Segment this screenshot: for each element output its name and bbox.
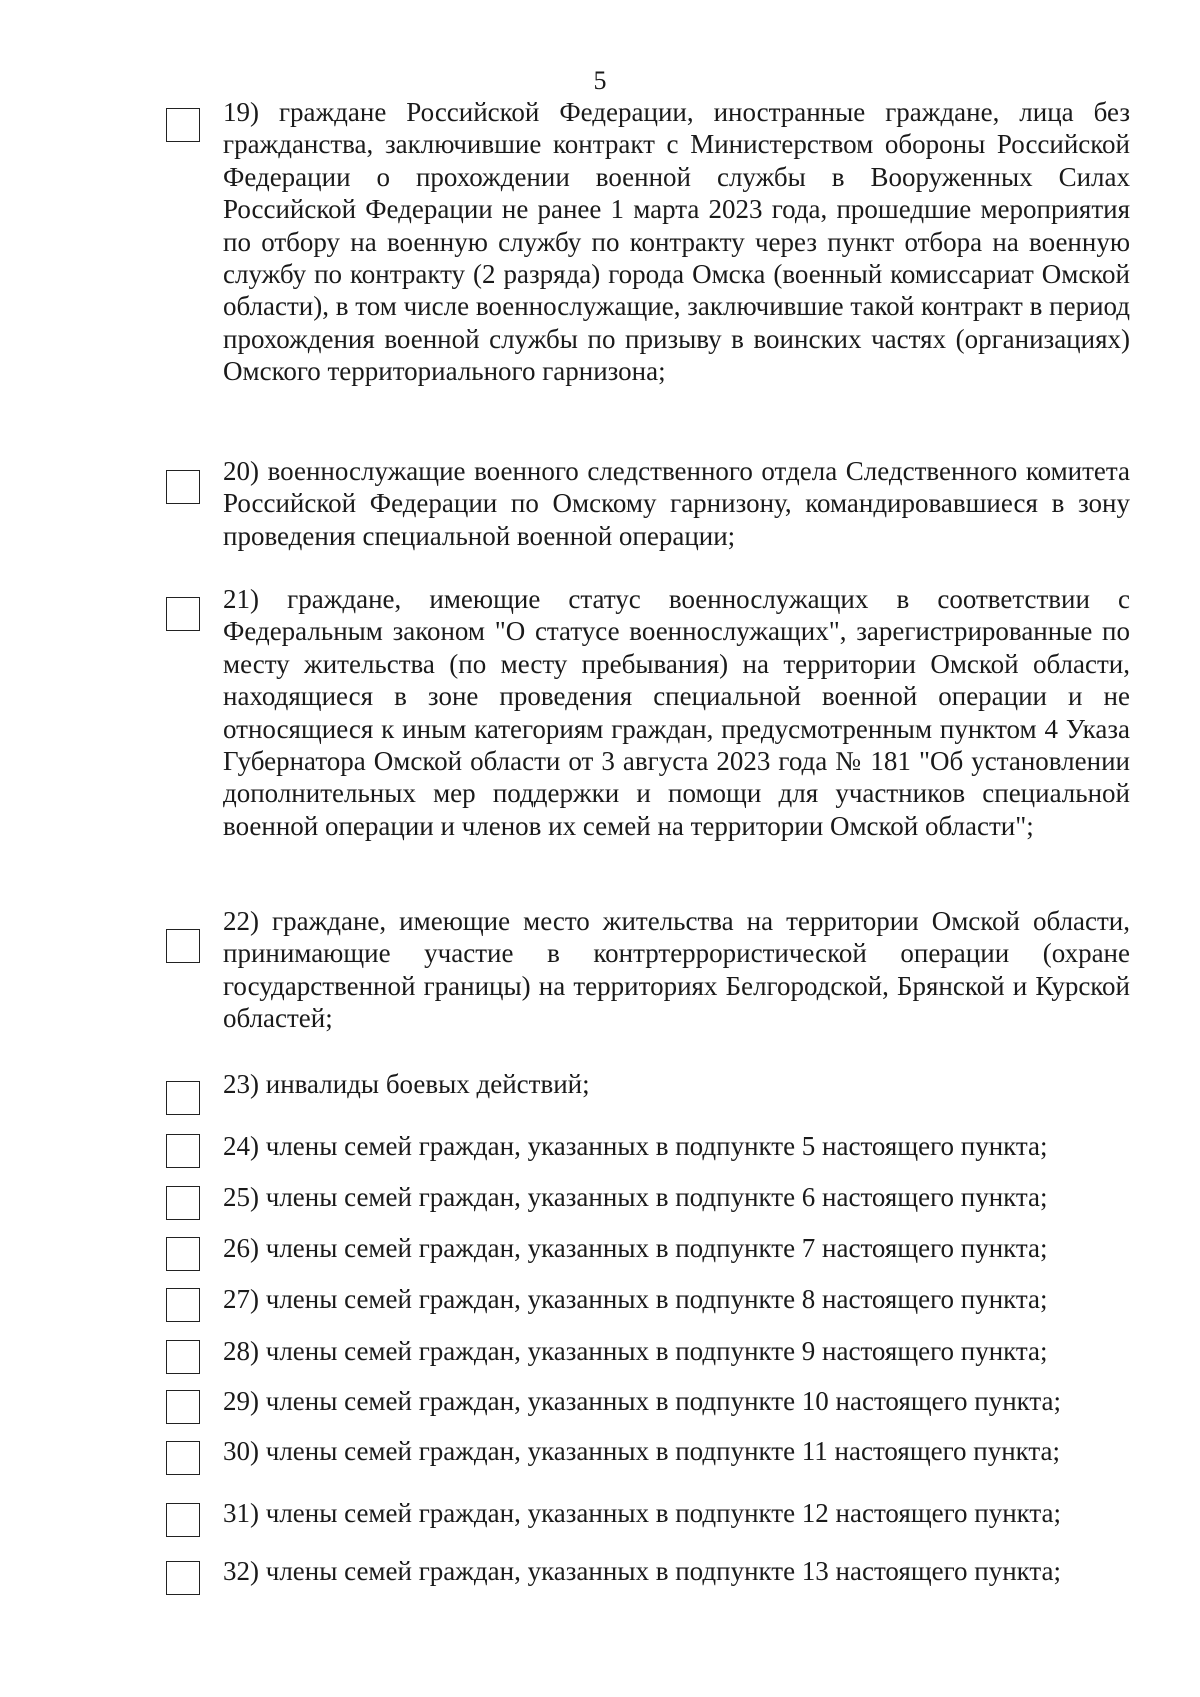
- item-number: 20): [223, 456, 259, 486]
- list-item-31: [223, 1497, 1130, 1529]
- item-number: 31): [223, 1498, 259, 1528]
- item-number: 25): [223, 1182, 259, 1212]
- item-text: члены семей граждан, указанных в подпункте 7 настоящего пункта;: [265, 1233, 1048, 1263]
- item-text: члены семей граждан, указанных в подпункте 6 настоящего пункта;: [265, 1182, 1048, 1212]
- list-item-30: [223, 1435, 1130, 1467]
- item-22-checkbox[interactable]: [166, 929, 200, 963]
- item-text: члены семей граждан, указанных в подпункте 13 настоящего пункта;: [265, 1556, 1062, 1586]
- item-text: члены семей граждан, указанных в подпункте 12 настоящего пункта;: [265, 1498, 1062, 1528]
- item-number: 27): [223, 1284, 259, 1314]
- item-text: члены семей граждан, указанных в подпункте 10 настоящего пункта;: [265, 1386, 1062, 1416]
- item-text: граждане Российской Федерации, иностранные граждане, лица без гражданства, заключившие контракт с Министерством обороны Российской Федерации о прохождении военной службы в Вооруженных Силах Российской Федерации не ранее 1 марта 2023 года, прошедшие мероприятия по отбору на военную службу по контракту через пункт отбора на военную службу по контракту (2 разряда) города Омска (военный комиссариат Омской области), в том числе военнослужащие, заключившие такой контракт в период прохождения военной службы по призыву в воинских частях (организациях) Омского территориального гарнизона;: [223, 97, 1130, 387]
- item-number: 23): [223, 1069, 259, 1099]
- list-item-27: [223, 1283, 1130, 1315]
- item-25-checkbox[interactable]: [166, 1186, 200, 1220]
- item-number: 19): [223, 97, 259, 127]
- item-32-checkbox[interactable]: [166, 1561, 200, 1595]
- item-number: 30): [223, 1436, 259, 1466]
- item-number: 26): [223, 1233, 259, 1263]
- item-number: 21): [223, 584, 259, 614]
- item-text: граждане, имеющие статус военнослужащих в соответствии с Федеральным законом "О статусе военнослужащих", зарегистрированные по месту жительства (по месту пребывания) на территории Омской области, находящиеся в зоне проведения специальной военной операции и не относящиеся к иным категориям граждан, предусмотренным пунктом 4 Указа Губернатора Омской области от 3 августа 2023 года № 181 "Об установлении дополнительных мер поддержки и помощи для участников специальной военной операции и членов их семей на территории Омской области";: [223, 584, 1131, 841]
- list-item-22: [223, 905, 1130, 1035]
- item-24-checkbox[interactable]: [166, 1134, 200, 1168]
- item-28-checkbox[interactable]: [166, 1340, 200, 1374]
- item-21-checkbox[interactable]: [166, 597, 200, 631]
- item-20-checkbox[interactable]: [166, 470, 200, 504]
- list-item-19: [223, 96, 1130, 388]
- list-item-28: [223, 1335, 1130, 1367]
- item-text: граждане, имеющие место жительства на территории Омской области, принимающие участие в контртеррористической операции (охране государственной границы) на территориях Белгородской, Брянской и Курской областей;: [223, 906, 1131, 1034]
- item-text: члены семей граждан, указанных в подпункте 11 настоящего пункта;: [265, 1436, 1061, 1466]
- list-item-24: [223, 1130, 1130, 1162]
- item-27-checkbox[interactable]: [166, 1288, 200, 1322]
- item-26-checkbox[interactable]: [166, 1237, 200, 1271]
- list-item-21: [223, 583, 1130, 842]
- list-item-29: [223, 1385, 1130, 1417]
- item-number: 29): [223, 1386, 259, 1416]
- item-19-checkbox[interactable]: [166, 108, 200, 142]
- item-text: члены семей граждан, указанных в подпункте 9 настоящего пункта;: [265, 1336, 1048, 1366]
- item-number: 28): [223, 1336, 259, 1366]
- item-number: 24): [223, 1131, 259, 1161]
- item-number: 22): [223, 906, 259, 936]
- item-23-checkbox[interactable]: [166, 1081, 200, 1115]
- item-text: члены семей граждан, указанных в подпункте 5 настоящего пункта;: [265, 1131, 1048, 1161]
- list-item-26: [223, 1232, 1130, 1264]
- list-item-23: [223, 1068, 1130, 1100]
- item-number: 32): [223, 1556, 259, 1586]
- item-text: инвалиды боевых действий;: [265, 1069, 590, 1099]
- item-text: военнослужащие военного следственного отдела Следственного комитета Российской Федерации по Омскому гарнизону, командировавшиеся в зону проведения специальной военной операции;: [223, 456, 1131, 551]
- item-30-checkbox[interactable]: [166, 1441, 200, 1475]
- list-item-32: [223, 1555, 1130, 1587]
- list-item-25: [223, 1181, 1130, 1213]
- item-text: члены семей граждан, указанных в подпункте 8 настоящего пункта;: [265, 1284, 1048, 1314]
- item-31-checkbox[interactable]: [166, 1503, 200, 1537]
- item-29-checkbox[interactable]: [166, 1390, 200, 1424]
- page-number: 5: [593, 66, 607, 95]
- list-item-20: [223, 455, 1130, 552]
